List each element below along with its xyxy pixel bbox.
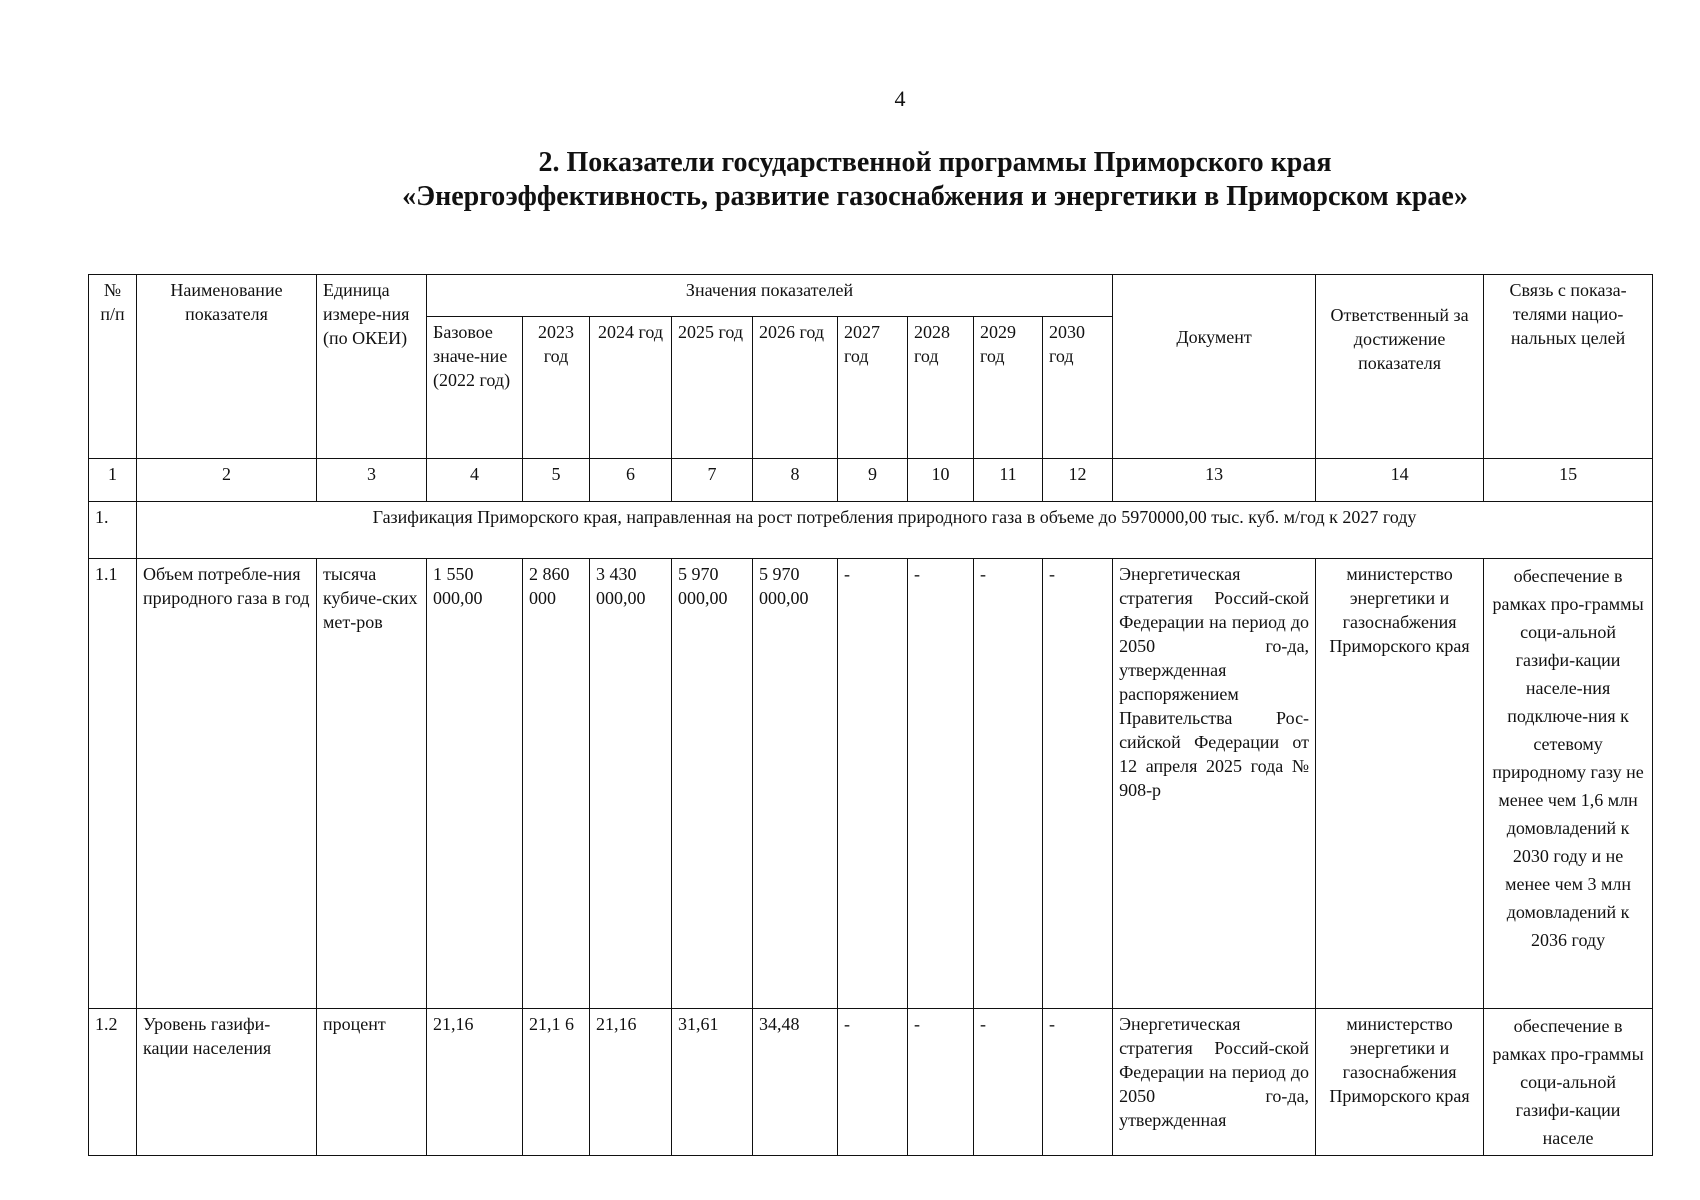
column-numbers-row xyxy=(89,459,1653,502)
table-row xyxy=(89,559,1653,1009)
header-national-goals: Связь с показа-телями нацио-нальных целей xyxy=(1484,275,1653,459)
column-number: 11 xyxy=(974,459,1043,502)
row-value: - xyxy=(838,1009,908,1156)
title-line-2: «Энергоэффективность, развитие газоснабжения и энергетики в Приморском крае» xyxy=(402,181,1468,212)
header-base-value: Базовое значе-ние (2022 год) xyxy=(427,317,523,459)
header-row-1 xyxy=(89,275,1653,317)
row-base-value: 21,16 xyxy=(427,1009,523,1156)
column-number: 7 xyxy=(672,459,753,502)
row-name: Уровень газифи-кации населения xyxy=(137,1009,317,1156)
header-year: 2024 год xyxy=(590,317,672,459)
column-number: 6 xyxy=(590,459,672,502)
column-number: 9 xyxy=(838,459,908,502)
column-number: 14 xyxy=(1316,459,1484,502)
row-value: 5 970 000,00 xyxy=(672,559,753,1009)
row-base-value: 1 550 000,00 xyxy=(427,559,523,1009)
column-number: 5 xyxy=(523,459,590,502)
row-value: - xyxy=(838,559,908,1009)
header-year: 2029 год xyxy=(974,317,1043,459)
row-responsible: министерство энергетики и газоснабжения Приморского края xyxy=(1316,559,1484,1009)
header-year: 2027 год xyxy=(838,317,908,459)
header-year: 2025 год xyxy=(672,317,753,459)
header-year: 2028 год xyxy=(908,317,974,459)
indicators-table xyxy=(88,274,1653,1156)
column-number: 3 xyxy=(317,459,427,502)
column-number: 1 xyxy=(89,459,137,502)
row-name: Объем потребле-ния природного газа в год xyxy=(137,559,317,1009)
header-year: 2030 год xyxy=(1043,317,1113,459)
header-num: № п/п xyxy=(89,275,137,459)
section-title: Газификация Приморского края, направленная на рост потребления природного газа в объеме до 5970000,00 тыс. куб. м/год к 2027 году xyxy=(137,502,1653,559)
column-number: 13 xyxy=(1113,459,1316,502)
row-value: 5 970 000,00 xyxy=(753,559,838,1009)
row-national-goals: обеспечение в рамках про-граммы соци-альной газифи-кации населе-ния подключе-ния к сетевому природному газу не менее чем 1,6 млн домовладений к 2030 году и не менее чем 3 млн домовладений к 2036 году xyxy=(1484,559,1653,1009)
column-number: 4 xyxy=(427,459,523,502)
column-number: 8 xyxy=(753,459,838,502)
column-number: 12 xyxy=(1043,459,1113,502)
header-values-group: Значения показателей xyxy=(427,275,1113,317)
header-name: Наименование показателя xyxy=(137,275,317,459)
row-unit: процент xyxy=(317,1009,427,1156)
row-value: 34,48 xyxy=(753,1009,838,1156)
row-value: - xyxy=(1043,559,1113,1009)
row-value: - xyxy=(1043,1009,1113,1156)
header-year: 2023 год xyxy=(523,317,590,459)
table-row xyxy=(89,1009,1653,1156)
row-value: 3 430 000,00 xyxy=(590,559,672,1009)
column-number: 10 xyxy=(908,459,974,502)
row-document: Энергетическая стратегия Россий-ской Федерации на период до 2050 го-да, утвержденная xyxy=(1113,1009,1316,1156)
header-responsible: Ответственный за достижение показателя xyxy=(1316,275,1484,459)
column-number: 2 xyxy=(137,459,317,502)
header-year: 2026 год xyxy=(753,317,838,459)
row-num: 1.2 xyxy=(89,1009,137,1156)
row-num: 1.1 xyxy=(89,559,137,1009)
row-value: - xyxy=(908,559,974,1009)
page-title xyxy=(250,146,1620,214)
header-unit: Единица измере-ния (по ОКЕИ) xyxy=(317,275,427,459)
page-number: 4 xyxy=(894,86,906,111)
row-value: 21,1 6 xyxy=(523,1009,590,1156)
row-responsible: министерство энергетики и газоснабжения Приморского края xyxy=(1316,1009,1484,1156)
row-value: 31,61 xyxy=(672,1009,753,1156)
section-row xyxy=(89,502,1653,559)
row-value: - xyxy=(908,1009,974,1156)
title-line-1: 2. Показатели государственной программы Приморского края xyxy=(538,147,1332,178)
row-value: 21,16 xyxy=(590,1009,672,1156)
header-document: Документ xyxy=(1113,275,1316,459)
column-number: 15 xyxy=(1484,459,1653,502)
row-value: 2 860 000 xyxy=(523,559,590,1009)
row-value: - xyxy=(974,559,1043,1009)
row-document: Энергетическая стратегия Россий-ской Федерации на период до 2050 го-да, утвержденная распоряжением Правительства Рос-сийской Федерации от 12 апреля 2025 года № 908-р xyxy=(1113,559,1316,1009)
row-value: - xyxy=(974,1009,1043,1156)
row-national-goals: обеспечение в рамках про-граммы соци-альной газифи-кации населе xyxy=(1484,1009,1653,1156)
section-num: 1. xyxy=(89,502,137,559)
row-unit: тысяча кубиче-ских мет-ров xyxy=(317,559,427,1009)
